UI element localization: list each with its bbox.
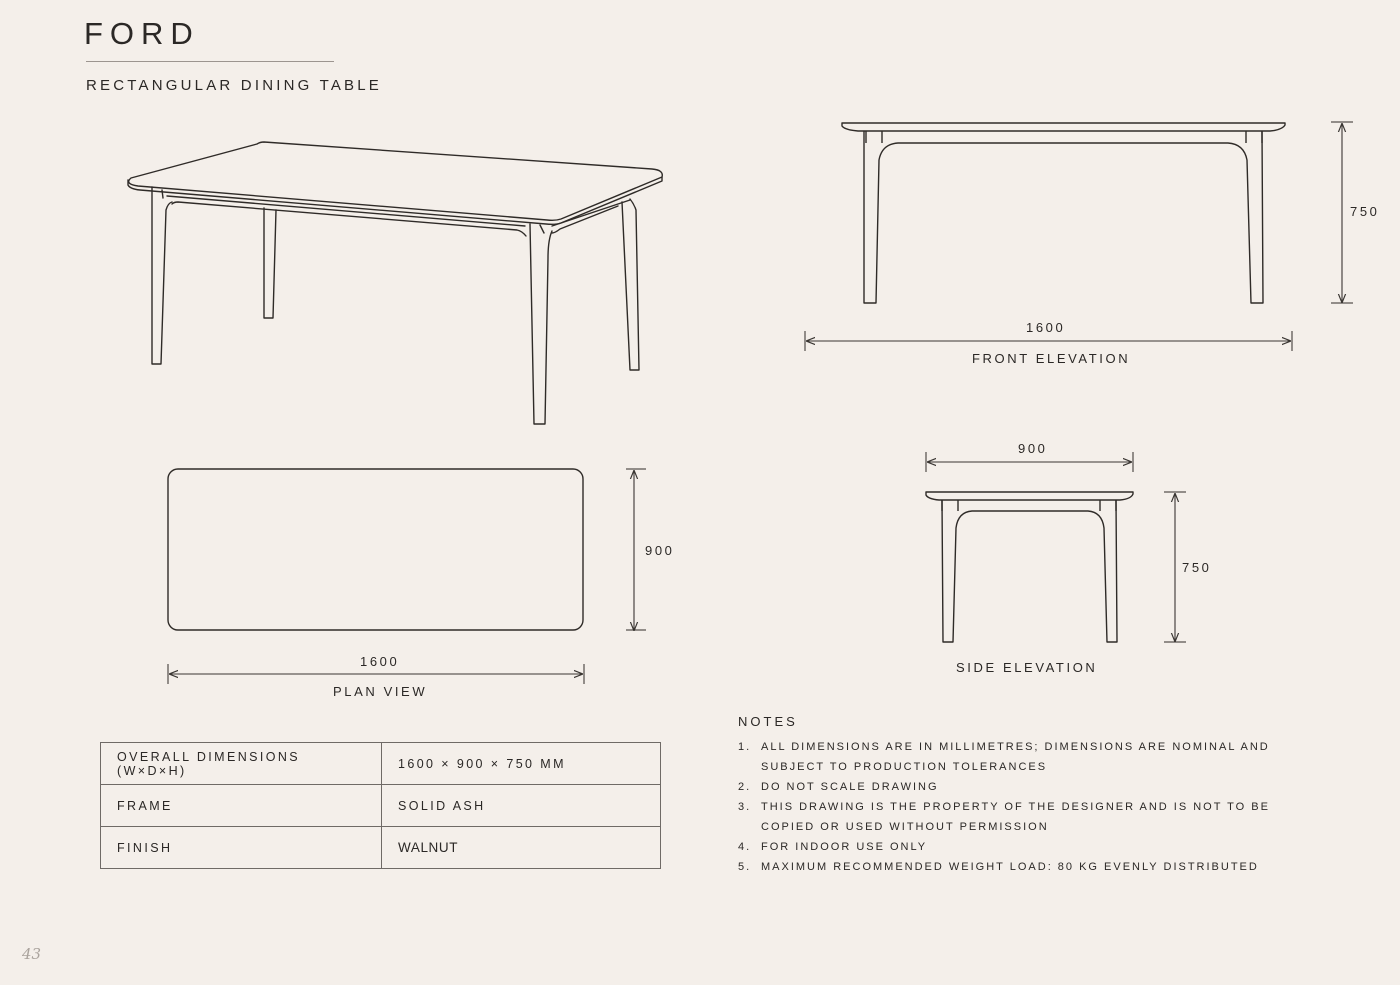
note-text: FOR INDOOR USE ONLY [761,841,928,853]
table-row [101,785,661,827]
front-width-label: 1600 [1026,320,1066,335]
note-number: 1. [738,741,752,753]
specifications-table [100,742,661,869]
brand-title: FORD [84,16,200,51]
side-elevation [926,452,1186,642]
note-number: 4. [738,841,752,853]
note-text: ALL DIMENSIONS ARE IN MILLIMETRES; DIMENSIONS ARE NOMINAL AND SUBJECT TO PRODUCTION TOLERANCES [761,741,1270,773]
spec-label: FRAME [101,785,382,827]
page-number: 43 [22,945,42,963]
side-elevation-title: SIDE ELEVATION [956,660,1098,675]
spec-value: SOLID ASH [382,785,661,827]
front-height-label: 750 [1350,204,1380,219]
perspective-view [128,142,662,424]
note-text: THIS DRAWING IS THE PROPERTY OF THE DESIGNER AND IS NOT TO BE COPIED OR USED WITHOUT PERMISSION [761,801,1270,833]
notes-list [738,737,1278,877]
note-text: MAXIMUM RECOMMENDED WEIGHT LOAD: 80 KG EVENLY DISTRIBUTED [761,861,1259,873]
table-row [101,827,661,869]
product-subtitle: RECTANGULAR DINING TABLE [86,77,383,94]
perspective-tabletop [129,142,663,220]
notes-title: NOTES [738,714,798,729]
spec-value: WALNUT [382,827,661,869]
note-number: 3. [738,801,752,813]
plan-width-label: 1600 [360,654,400,669]
side-width-label: 900 [1018,441,1048,456]
list-item [738,857,1278,877]
note-text: DO NOT SCALE DRAWING [761,781,939,793]
note-number: 2. [738,781,752,793]
front-elevation-title: FRONT ELEVATION [972,351,1131,366]
spec-label: FINISH [101,827,382,869]
plan-view-title: PLAN VIEW [333,684,428,699]
plan-outline [168,469,583,630]
side-height-label: 750 [1182,560,1212,575]
table-row [101,743,661,785]
note-number: 5. [738,861,752,873]
front-elevation [805,122,1353,351]
plan-depth-label: 900 [645,543,675,558]
spec-value: 1600 × 900 × 750 MM [382,743,661,785]
list-item [738,737,1278,777]
list-item [738,837,1278,857]
list-item [738,777,1278,797]
plan-view [168,469,646,684]
list-item [738,797,1278,837]
spec-label: OVERALL DIMENSIONS (W×D×H) [101,743,382,785]
